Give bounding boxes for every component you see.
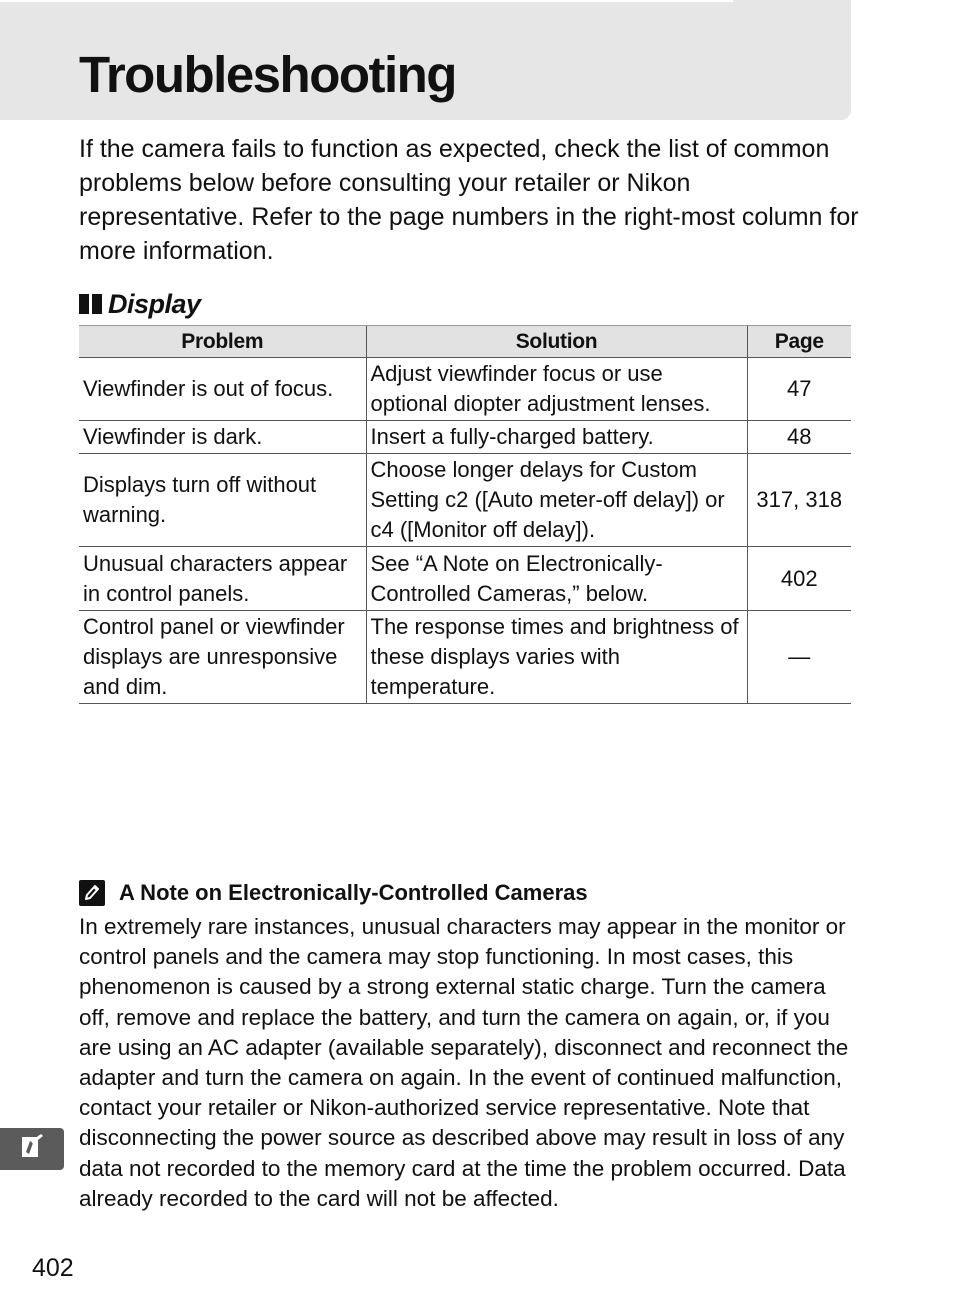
solution-cell: See “A Note on Electronically-Controlled Cameras,” below. [366, 547, 747, 611]
section-tab[interactable] [0, 1128, 64, 1170]
problem-cell: Viewfinder is dark. [79, 421, 366, 454]
table-row [79, 358, 851, 421]
problem-cell: Displays turn off without warning. [79, 454, 366, 547]
problem-cell: Unusual characters appear in control panels. [79, 547, 366, 611]
table-row [79, 547, 851, 611]
pencil-icon [79, 880, 105, 906]
table-row [79, 421, 851, 454]
problem-cell: Viewfinder is out of focus. [79, 358, 366, 421]
column-header-page: Page [747, 326, 851, 358]
page-reference: 402 [747, 547, 851, 611]
section-marker-icon [79, 294, 102, 314]
note-body: In extremely rare instances, unusual characters may appear in the monitor or control panels and the camera may stop functioning. In most cases, this phenomenon is caused by a strong external static charge. Turn the camera off, remove and replace the battery, and turn the camera on again, or, if you are using an AC adapter (available separately), disconnect and reconnect the adapter and turn the camera on again. In the event of continued malfunction, contact your retailer or Nikon-authorized service representative. Note that disconnecting the power source as described above may result in loss of any data not recorded to the memory card at the time the problem occurred. Data already recorded to the card will not be affected. [79, 914, 849, 1211]
page-reference: 48 [747, 421, 851, 454]
note-heading [79, 876, 588, 910]
solution-cell: Choose longer delays for Custom Setting c2 ([Auto meter-off delay]) or c4 ([Monitor off delay]). [366, 454, 747, 547]
intro-paragraph: If the camera fails to function as expected, check the list of common problems below before consulting your retailer or Nikon representative. Refer to the page numbers in the right-most column for more information. [79, 135, 859, 265]
section-title: Display [108, 288, 201, 319]
solution-cell: Adjust viewfinder focus or use optional diopter adjustment lenses. [366, 358, 747, 421]
column-header-problem: Problem [79, 326, 366, 358]
section-heading-display [79, 284, 201, 324]
solution-cell: Insert a fully-charged battery. [366, 421, 747, 454]
title-band-topline [0, 0, 733, 2]
solution-cell: The response times and brightness of these displays varies with temperature. [366, 611, 747, 704]
page-number: 402 [32, 1254, 74, 1282]
column-header-solution: Solution [366, 326, 747, 358]
table-row [79, 454, 851, 547]
note-title: A Note on Electronically-Controlled Cameras [119, 880, 588, 905]
page-title: Troubleshooting [79, 46, 456, 103]
checklist-icon [17, 1132, 47, 1167]
table-row [79, 611, 851, 704]
page-reference: 47 [747, 358, 851, 421]
problem-cell: Control panel or viewfinder displays are unresponsive and dim. [79, 611, 366, 704]
table-header-row [79, 326, 851, 358]
troubleshooting-table [79, 325, 851, 704]
page-reference: — [747, 611, 851, 704]
page-reference: 317, 318 [747, 454, 851, 547]
